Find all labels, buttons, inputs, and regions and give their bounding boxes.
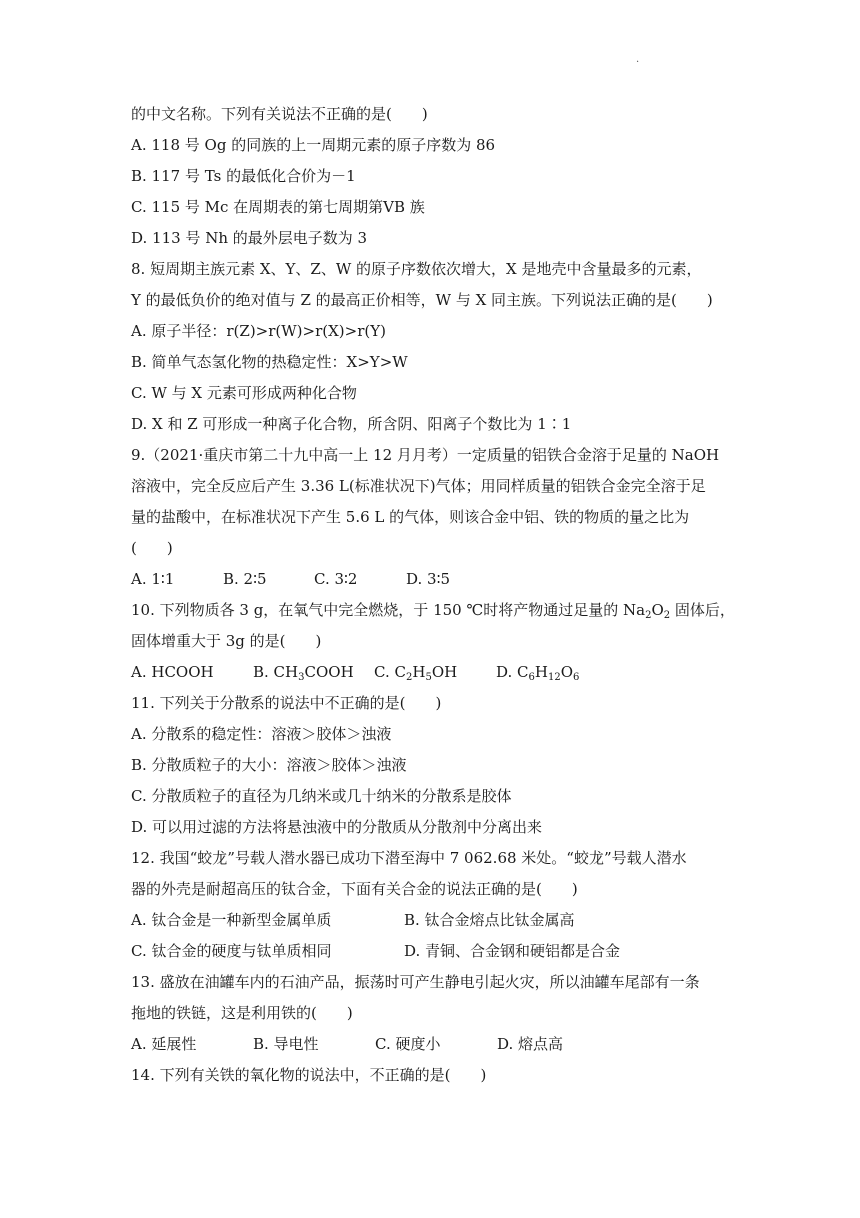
q7-stem-end: 的中文名称。下列有关说法不正确的是( ) bbox=[131, 105, 428, 123]
q8-stem-line1: 8. 短周期主族元素 X、Y、Z、W 的原子序数依次增大，X 是地壳中含量最多的元素， bbox=[131, 260, 702, 278]
q12-option-b: B. 钛合金熔点比钛金属高 bbox=[404, 911, 575, 929]
q13-options bbox=[131, 1034, 563, 1054]
q10-option-b: B. $CH_3COOH$ bbox=[253, 663, 354, 683]
q8-option-c: C. W 与 X 元素可形成两种化合物 bbox=[131, 384, 357, 402]
q11-option-a: A. 分散系的稳定性：溶液＞胶体＞浊液 bbox=[131, 725, 392, 743]
q9-stem-line2: 溶液中，完全反应后产生 3.36 L(标准状况下)气体；用同样质量的铝铁合金完全溶于足 bbox=[131, 477, 706, 495]
header-dot: . bbox=[636, 54, 640, 65]
q13-stem-line1: 13. 盛放在油罐车内的石油产品，振荡时可产生静电引起火灾，所以油罐车尾部有一条 bbox=[131, 973, 700, 991]
q8-option-b: B. 简单气态氢化物的热稳定性：X>Y>W bbox=[131, 353, 408, 371]
q8-stem-line2: Y 的最低负价的绝对值与 Z 的最高正价相等，W 与 X 同主族。下列说法正确的是( ) bbox=[131, 291, 713, 309]
q8-option-a: A. 原子半径：r(Z)>r(W)>r(X)>r(Y) bbox=[131, 322, 386, 340]
q13-stem-line2: 拖地的铁链，这是利用铁的( ) bbox=[131, 1004, 353, 1022]
q10-option-a: A. HCOOH bbox=[131, 663, 214, 681]
q12-option-d: D. 青铜、合金钢和硬铝都是合金 bbox=[404, 942, 621, 960]
q10-option-c: C. $C_2H_5OH$ bbox=[374, 663, 458, 683]
q9-option-c: C. 3∶2 bbox=[314, 570, 358, 588]
q7-option-c: C. 115 号 Mc 在周期表的第七周期第ⅤB 族 bbox=[131, 198, 425, 216]
q10-options bbox=[131, 662, 579, 682]
q13-option-d: D. 熔点高 bbox=[497, 1035, 564, 1053]
q9-stem-line4: ( ) bbox=[131, 539, 173, 557]
q9-stem-line1: 9.（2021·重庆市第二十九中高一上 12 月月考）一定质量的铝铁合金溶于足量的 NaOH bbox=[131, 446, 720, 464]
q9-options bbox=[131, 569, 450, 589]
q10-stem-line1: 10. 下列物质各 3 g，在氧气中完全燃烧，于 150 ℃时将产物通过足量的 $Na_2O_2$ 固体后， bbox=[131, 601, 735, 621]
q7-option-a: A. 118 号 Og 的同族的上一周期元素的原子序数为 86 bbox=[131, 136, 496, 154]
q7-option-d: D. 113 号 Nh 的最外层电子数为 3 bbox=[131, 229, 368, 247]
q12-option-a: A. 钛合金是一种新型金属单质 bbox=[131, 911, 332, 929]
q11-option-d: D. 可以用过滤的方法将悬浊液中的分散质从分散剂中分离出来 bbox=[131, 818, 543, 836]
q11-option-c: C. 分散质粒子的直径为几纳米或几十纳米的分散系是胶体 bbox=[131, 787, 512, 805]
q12-options-cd bbox=[131, 941, 620, 961]
q12-stem-line1: 12. 我国“蛟龙”号载人潜水器已成功下潜至海中 7 062.68 米处。“蛟龙”号载人潜水 bbox=[131, 849, 687, 867]
q14-stem: 14. 下列有关铁的氧化物的说法中，不正确的是( ) bbox=[131, 1066, 487, 1084]
q9-option-a: A. 1∶1 bbox=[131, 570, 175, 588]
q12-options-ab bbox=[131, 910, 575, 930]
q9-option-b: B. 2∶5 bbox=[223, 570, 267, 588]
q7-option-b: B. 117 号 Ts 的最低化合价为－1 bbox=[131, 167, 356, 185]
q11-option-b: B. 分散质粒子的大小：溶液＞胶体＞浊液 bbox=[131, 756, 407, 774]
q13-option-a: A. 延展性 bbox=[131, 1035, 197, 1053]
q8-option-d: D. X 和 Z 可形成一种离子化合物，所含阴、阳离子个数比为 1∶1 bbox=[131, 415, 572, 433]
q13-option-c: C. 硬度小 bbox=[375, 1035, 441, 1053]
q9-option-d: D. 3∶5 bbox=[406, 570, 451, 588]
q13-option-b: B. 导电性 bbox=[253, 1035, 319, 1053]
q10-option-d: D. $C_6H_{12}O_6$ bbox=[496, 663, 580, 683]
q9-stem-line3: 量的盐酸中，在标准状况下产生 5.6 L 的气体，则该合金中铝、铁的物质的量之比为 bbox=[131, 508, 690, 526]
q11-stem: 11. 下列关于分散系的说法中不正确的是( ) bbox=[131, 694, 442, 712]
q12-option-c: C. 钛合金的硬度与钛单质相同 bbox=[131, 942, 332, 960]
q10-stem-line2: 固体增重大于 3g 的是( ) bbox=[131, 632, 322, 650]
q12-stem-line2: 器的外壳是耐超高压的钛合金，下面有关合金的说法正确的是( ) bbox=[131, 880, 578, 898]
